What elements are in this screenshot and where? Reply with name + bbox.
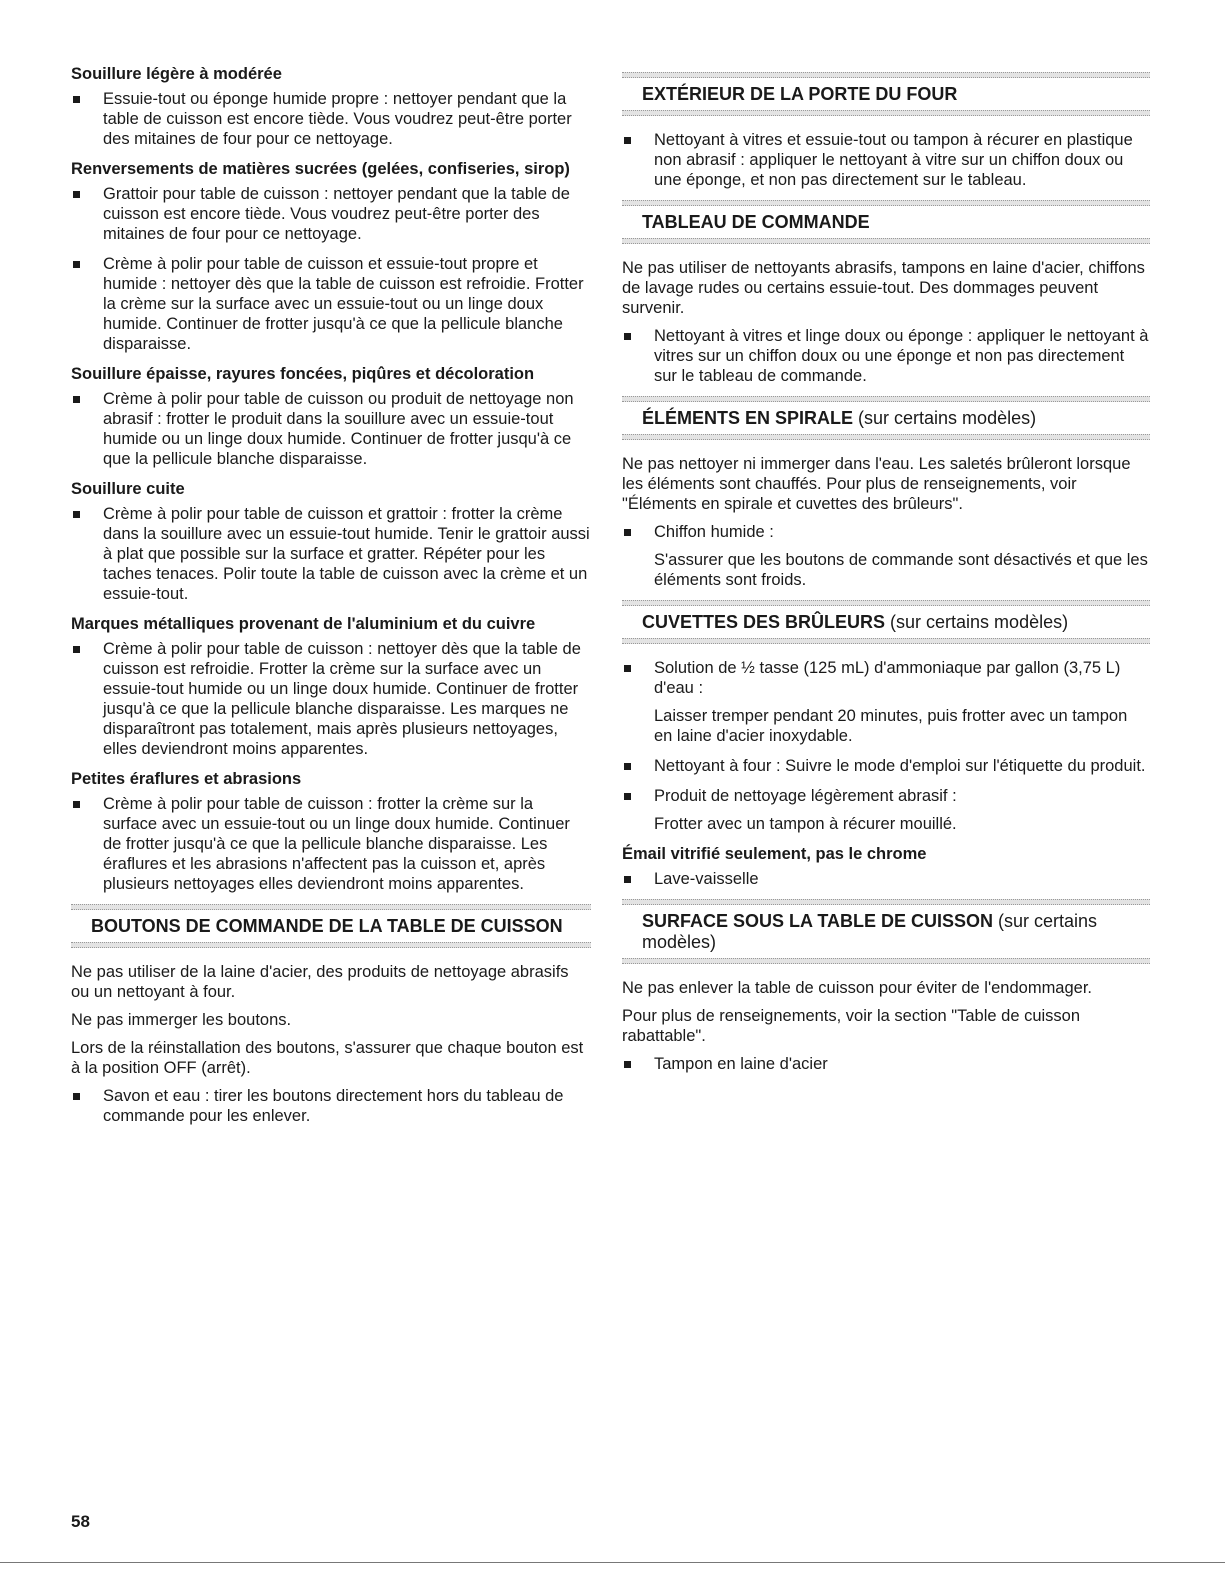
bullet-item: Crème à polir pour table de cuisson et grattoir : frotter la crème dans la souillure avec un essuie-tout humide. Tenir le grattoir aussi à plat que possible sur la surface et gratter. Répéter pour les taches tenaces. Polir toute la table de cuisson avec la crème et un essuie-tout. <box>71 504 591 604</box>
section-divider <box>622 638 1150 644</box>
section-header-knobs <box>71 904 591 948</box>
left-column <box>71 64 591 1136</box>
paragraph: Ne pas utiliser de nettoyants abrasifs, tampons en laine d'acier, chiffons de lavage rudes ou certains essuie-tout. Des dommages peuvent survenir. <box>622 259 1145 317</box>
bullet-square-icon <box>73 96 80 103</box>
bullet-item: Nettoyant à four : Suivre le mode d'emploi sur l'étiquette du produit. <box>622 756 1150 776</box>
bullet-subtext: Laisser tremper pendant 20 minutes, puis frotter avec un tampon en laine d'acier inoxydable. <box>654 707 1128 745</box>
paragraph: Ne pas immerger les boutons. <box>71 1011 292 1029</box>
subheading-porcelain-enamel: Émail vitrifié seulement, pas le chrome <box>622 845 927 863</box>
bullet-item: Lave-vaisselle <box>622 869 1150 889</box>
bullet-square-icon <box>624 333 631 340</box>
bottom-rule <box>0 1562 1225 1563</box>
bullet-item: Crème à polir pour table de cuisson et essuie-tout propre et humide : nettoyer dès que la table de cuisson est refroidie. Frotter la crème sur la surface avec un essuie-tout ou un linge doux humide. Continuer de frotter jusqu'à ce que la pellicule blanche disparaisse. <box>71 254 591 354</box>
bullet-square-icon <box>73 396 80 403</box>
bullet-square-icon <box>624 793 631 800</box>
bullet-square-icon <box>624 665 631 672</box>
section-divider <box>622 110 1150 116</box>
page-number: 58 <box>71 1512 90 1531</box>
bullet-square-icon <box>73 191 80 198</box>
bullet-square-icon <box>73 261 80 268</box>
bullet-item: Nettoyant à vitres et linge doux ou éponge : appliquer le nettoyant à vitres sur un chiffon doux ou une éponge et non pas directement sur le tableau de commande. <box>622 326 1150 386</box>
section-header-control-panel <box>622 200 1150 244</box>
bullet-subtext: Frotter avec un tampon à récurer mouillé. <box>654 815 957 833</box>
bullet-square-icon <box>73 646 80 653</box>
section-divider <box>622 434 1150 440</box>
section-title: ÉLÉMENTS EN SPIRALE <box>642 408 854 428</box>
bullet-square-icon <box>73 1093 80 1100</box>
section-title: EXTÉRIEUR DE LA PORTE DU FOUR <box>642 84 958 104</box>
section-header-drip-bowls <box>622 600 1150 644</box>
bullet-item: Nettoyant à vitres et essuie-tout ou tampon à récurer en plastique non abrasif : appliquer le nettoyant à vitre sur un chiffon doux ou une éponge, et non pas directement sur le tableau. <box>622 130 1150 190</box>
section-title-suffix: (sur certains modèles) <box>642 911 1098 952</box>
bullet-square-icon <box>624 137 631 144</box>
bullet-item: Tampon en laine d'acier <box>622 1054 1150 1074</box>
subheading-light-soil: Souillure légère à modérée <box>71 65 282 83</box>
bullet-item: Grattoir pour table de cuisson : nettoyer pendant que la table de cuisson est encore tiède. Vous voudrez peut-être porter des mitaines de four pour ce nettoyage. <box>71 184 591 244</box>
right-column <box>622 64 1150 1084</box>
section-divider <box>622 958 1150 964</box>
bullet-item: Chiffon humide : <box>622 522 1150 542</box>
section-divider <box>71 942 591 948</box>
paragraph: Lors de la réinstallation des boutons, s'assurer que chaque bouton est à la position OFF (arrêt). <box>71 1039 584 1077</box>
section-title: TABLEAU DE COMMANDE <box>642 212 870 232</box>
bullet-item: Crème à polir pour table de cuisson : frotter la crème sur la surface avec un essuie-tout ou un linge doux humide. Continuer de frotter jusqu'à ce que la pellicule blanche disparaisse. Les éraflures et les abrasions n'affectent pas la cuisson et, après plusieurs nettoyages elles deviendront moins apparentes. <box>71 794 591 894</box>
bullet-square-icon <box>624 876 631 883</box>
bullet-item: Crème à polir pour table de cuisson ou produit de nettoyage non abrasif : frotter le produit dans la souillure avec un essuie-tout humide ou un linge doux humide. Continuer de frotter jusqu'à ce que la pellicule blanche disparaisse. <box>71 389 591 469</box>
section-title-suffix: (sur certains modèles) <box>885 612 1069 632</box>
paragraph: Ne pas nettoyer ni immerger dans l'eau. Les saletés brûleront lorsque les éléments sont chauffés. Pour plus de renseignements, voir "Éléments en spirale et cuvettes des brûleurs". <box>622 455 1131 513</box>
section-divider <box>622 238 1150 244</box>
bullet-item: Solution de ½ tasse (125 mL) d'ammoniaque par gallon (3,75 L) d'eau : <box>622 658 1150 698</box>
bullet-item: Essuie-tout ou éponge humide propre : nettoyer pendant que la table de cuisson est encore tiède. Vous voudrez peut-être porter des mitaines de four pour ce nettoyage. <box>71 89 591 149</box>
section-title: BOUTONS DE COMMANDE DE LA TABLE DE CUISSON <box>91 916 563 936</box>
paragraph: Pour plus de renseignements, voir la section "Table de cuisson rabattable". <box>622 1007 1081 1045</box>
subheading-sugary-spills: Renversements de matières sucrées (gelées, confiseries, sirop) <box>71 160 570 178</box>
paragraph: Ne pas utiliser de la laine d'acier, des produits de nettoyage abrasifs ou un nettoyant à four. <box>71 963 569 1001</box>
section-title: SURFACE SOUS LA TABLE DE CUISSON <box>642 911 994 931</box>
section-header-coil-elements <box>622 396 1150 440</box>
bullet-square-icon <box>73 511 80 518</box>
bullet-square-icon <box>624 1061 631 1068</box>
subheading-metal-marks: Marques métalliques provenant de l'aluminium et du cuivre <box>71 615 536 633</box>
bullet-item: Savon et eau : tirer les boutons directement hors du tableau de commande pour les enlever. <box>71 1086 591 1126</box>
bullet-subtext: S'assurer que les boutons de commande sont désactivés et que les éléments sont froids. <box>654 551 1148 589</box>
bullet-item: Produit de nettoyage légèrement abrasif : <box>622 786 1150 806</box>
section-header-oven-door <box>622 72 1150 116</box>
bullet-square-icon <box>624 763 631 770</box>
bullet-item: Crème à polir pour table de cuisson : nettoyer dès que la table de cuisson est refroidie. Frotter la crème sur la surface avec un essuie-tout humide ou un linge doux humide. Continuer de frotter jusqu'à ce que la pellicule blanche disparaisse. Les marques ne disparaîtront pas totalement, mais après plusieurs nettoyages, elles deviendront moins apparentes. <box>71 639 591 759</box>
section-title: CUVETTES DES BRÛLEURS <box>642 612 886 632</box>
subheading-cooked-on-soil: Souillure cuite <box>71 480 185 498</box>
section-header-under-cooktop <box>622 899 1150 964</box>
section-title-suffix: (sur certains modèles) <box>853 408 1037 428</box>
subheading-heavy-soil: Souillure épaisse, rayures foncées, piqûres et décoloration <box>71 365 535 383</box>
bullet-square-icon <box>624 529 631 536</box>
subheading-scratches: Petites éraflures et abrasions <box>71 770 302 788</box>
paragraph: Ne pas enlever la table de cuisson pour éviter de l'endommager. <box>622 979 1093 997</box>
bullet-square-icon <box>73 801 80 808</box>
